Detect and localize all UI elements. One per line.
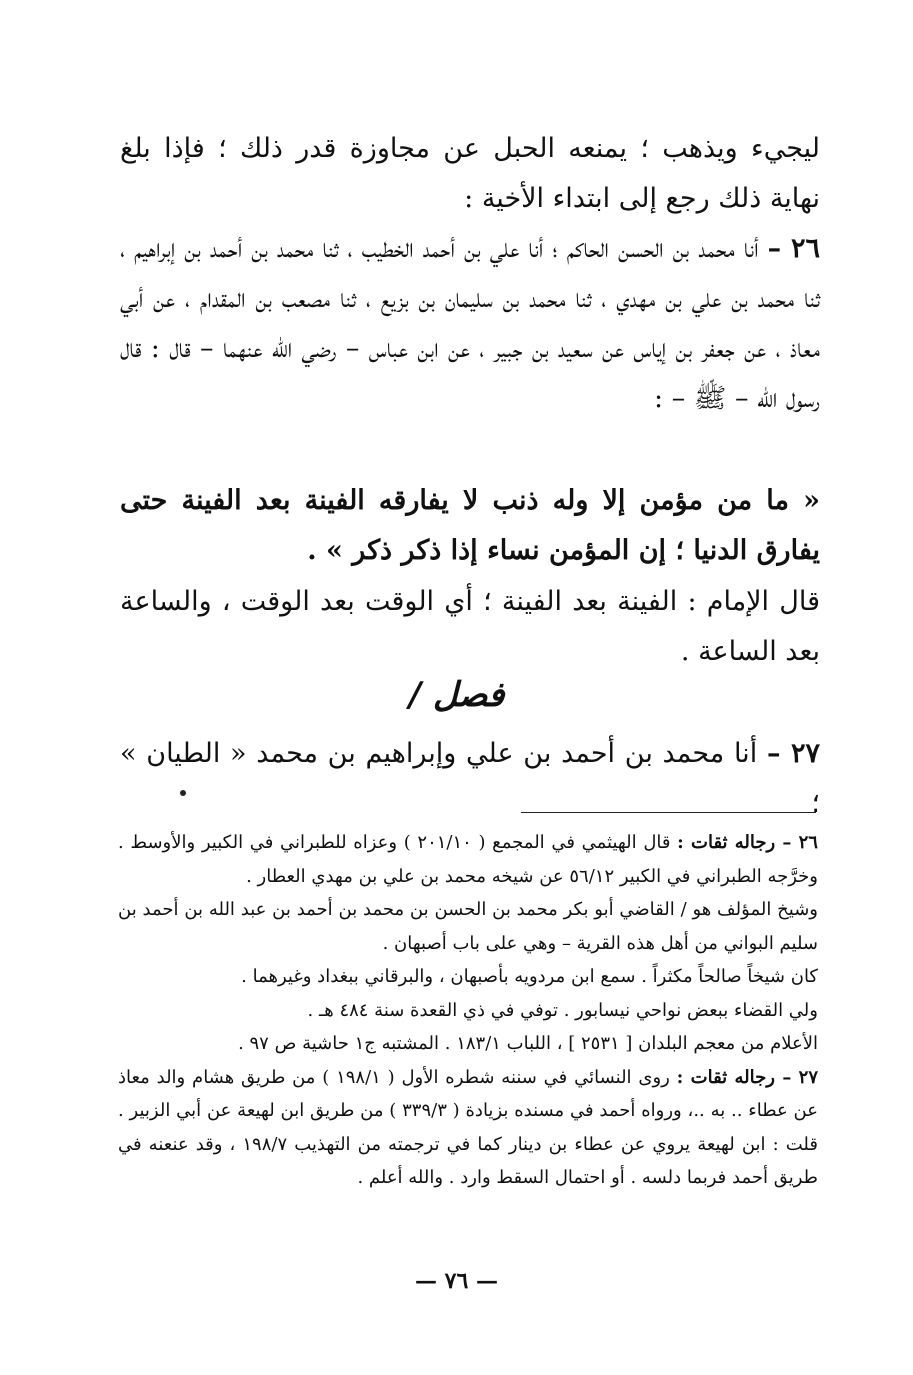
hadith-26-chain bbox=[120, 224, 820, 424]
section-heading: فصل / bbox=[408, 675, 505, 715]
hadith-26-matn bbox=[120, 476, 820, 576]
footnotes bbox=[118, 826, 818, 1195]
footnote-26-sheikh-desc: كان شيخاً صالحاً مكثراً . سمع ابن مردويه بأصبهان ، والبرقاني ببغداد وغيرهما . bbox=[241, 966, 818, 987]
footnote-27-text: روى النسائي في سننه شطره الأول ( ١٩٨/١ ) من طريق هشام والد معاذ عن عطاء .. به ..، ورواه أحمد في مسنده بزيادة ( ٣٣٩/٣ ) من طريق ابن لهيعة عن أبي الزبير . قلت : ابن لهيعة يروي عن عطاء بن دينار كما في ترجمته من التهذيب ١٩٨/٧ ، وقد عنعنه في طريق أحمد فربما دلسه . أو احتمال السقط وارد . والله أعلم . bbox=[118, 1066, 818, 1188]
hadith-26-matn-text: « ما من مؤمن إلا وله ذنب لا يفارقه الفينة بعد الفينة حتى يفارق الدنيا ؛ إن المؤمن نساء إذا ذكر ذكر » . bbox=[120, 485, 820, 566]
hadith-26-number: ٢٦ – bbox=[767, 233, 820, 264]
hadith-27-chain bbox=[120, 729, 820, 829]
footnote-26-label: ٢٦ – رجاله ثقات : bbox=[677, 832, 818, 853]
footnote-separator bbox=[521, 812, 816, 813]
page-number: — ٧٦ — bbox=[415, 1268, 498, 1294]
hadith-27-number: ٢٧ – bbox=[766, 738, 820, 769]
footnote-26 bbox=[118, 826, 818, 893]
hadith-26 bbox=[120, 224, 820, 424]
footnote-27-label: ٢٧ – رجاله ثقات : bbox=[676, 1066, 818, 1088]
imam-commentary bbox=[120, 577, 820, 677]
paragraph-intro bbox=[120, 124, 820, 224]
hadith-27 bbox=[120, 729, 820, 829]
footnote-26-sheikh-death: ولي القضاء ببعض نواحي نيسابور . توفي في ذي القعدة سنة ٤٨٤ هـ . bbox=[307, 999, 818, 1021]
footnote-26-sources: الأعلام من معجم البلدان [ ٢٥٣١ ] ، اللباب ١٨٣/١ . المشتبه ج١ حاشية ص ٩٧ . bbox=[238, 1033, 818, 1054]
paragraph-intro-text: ليجيء ويذهب ؛ يمنعه الحبل عن مجاوزة قدر ذلك ؛ فإذا بلغ نهاية ذلك رجع إلى ابتداء الأخية : bbox=[120, 133, 820, 214]
footnote-26-text: قال الهيثمي في المجمع ( ٢٠١/١٠ ) وعزاه للطبراني في الكبير والأوسط . وخرَّجه الطبراني في الكبير ٥٦/١٢ عن شيخه محمد بن علي بن مهدي العطار . bbox=[118, 832, 818, 887]
imam-commentary-text: قال الإمام : الفينة بعد الفينة ؛ أي الوقت بعد الوقت ، والساعة بعد الساعة . bbox=[120, 586, 820, 667]
footnote-26-sheikh: وشيخ المؤلف هو / القاضي أبو بكر محمد بن الحسن بن محمد بن أحمد بن عبد الله بن أحمد بن سليم البواني من أهل هذه القرية – وهي على باب أصبهان . bbox=[118, 899, 818, 954]
hadith-27-text: أنا محمد بن أحمد بن علي وإبراهيم بن محمد « الطيان » ؛ bbox=[120, 738, 820, 819]
hadith-26-text: أنا محمد بن الحسن الحاكم ؛ أنا علي بن أحمد الخطيب ، ثنا محمد بن أحمد بن إبراهيم ، ثنا محمد بن علي بن مهدي ، ثنا محمد بن سليمان بن بزيع ، ثنا مصعب بن المقدام ، عن أبي معاذ ، عن جعفر بن إياس عن سعيد بن جبير ، عن ابن عباس – رضي الله عنهما – قال : قال رسول الله – ﷺ – : bbox=[120, 233, 820, 414]
footnote-27 bbox=[118, 1061, 818, 1195]
ink-dot bbox=[180, 790, 186, 796]
